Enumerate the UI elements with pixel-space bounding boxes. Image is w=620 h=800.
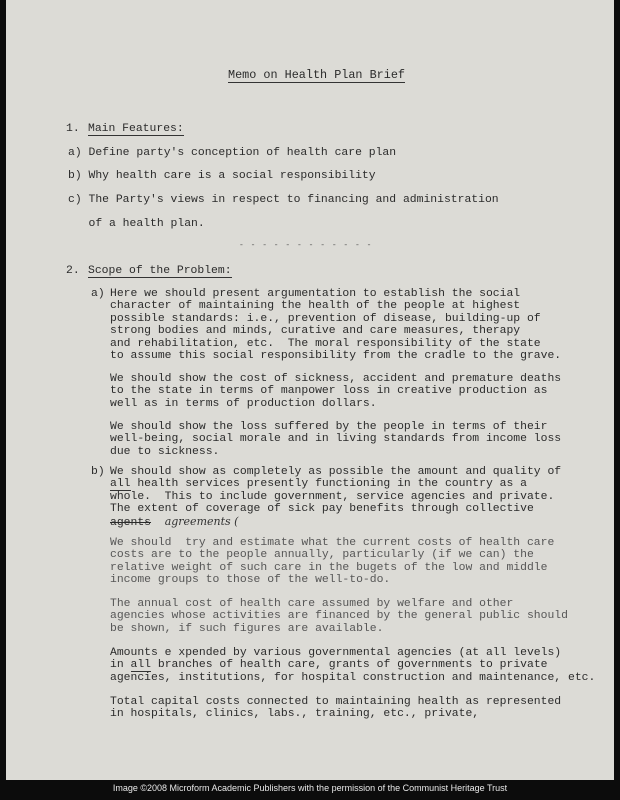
item-a-marker: a)	[91, 288, 105, 300]
item-b-marker: b)	[91, 466, 105, 478]
page-title: Memo on Health Plan Brief	[228, 68, 405, 82]
item-b-paragraph-2: We should try and estimate what the current costs of health care costs are to the people annually, particularly (if we can) the relative weight of such care in the bugets of the low and middle income groups to those of the well-to-do.	[110, 537, 555, 587]
section-1-item-c: c) The Party's views in respect to financing and administration	[68, 194, 499, 206]
item-b-paragraph-3: The annual cost of health care assumed by welfare and other agencies whose activities are financed by the general public should be shown, if such figures are available.	[110, 598, 568, 635]
section-1-item-a: a) Define party's conception of health care plan	[68, 147, 397, 159]
item-b-paragraph-1: We should show as completely as possible the amount and quality of all health services presently functioning in the country as a whole. This to include government, service agencies and private. The extent of coverage of sick pay benefits through collective agents agreements (	[110, 466, 562, 529]
item-b-paragraph-4: Amounts e xpended by various governmental agencies (at all levels) in all branches of health care, grants of governments to private agencies, institutions, for hospital construction and maintenance, etc.	[110, 647, 596, 684]
item-a-paragraph-2: We should show the cost of sickness, accident and premature deaths to the state in terms of manpower loss in creative production as well as in terms of production dollars.	[110, 373, 562, 410]
copyright-footer: Image ©2008 Microform Academic Publishers with the permission of the Communist Heritage Trust	[112, 783, 508, 793]
item-a-paragraph-3: We should show the loss suffered by the people in terms of their well-being, social morale and in living standards from income loss due to sickness.	[110, 421, 562, 458]
struck-word: agents	[110, 516, 152, 529]
section-2-heading: Scope of the Problem:	[88, 265, 232, 277]
item-b-paragraph-5: Total capital costs connected to maintaining health as represented in hospitals, clinics, labs., training, etc., private,	[110, 696, 562, 721]
section-1-item-c-cont: of a health plan.	[68, 218, 205, 230]
section-1-item-b: b) Why health care is a social responsibility	[68, 170, 376, 182]
section-1-heading: Main Features:	[88, 123, 184, 135]
handwritten-correction: agreements (	[164, 514, 239, 528]
item-a-paragraph-1: Here we should present argumentation to establish the social character of maintaining the health of the people at highest possible standards: i.e., prevention of disease, building-up of strong bodies and minds, curative and care measures, therapy and rehabilitation, etc. The moral responsibility of the state to assume this social responsibility from the cradle to the grave.	[110, 288, 562, 363]
separator: - - - - - - - - - - - -	[239, 241, 373, 250]
memo-page	[6, 0, 614, 780]
section-1-number: 1.	[66, 123, 80, 135]
section-2-number: 2.	[66, 265, 80, 277]
